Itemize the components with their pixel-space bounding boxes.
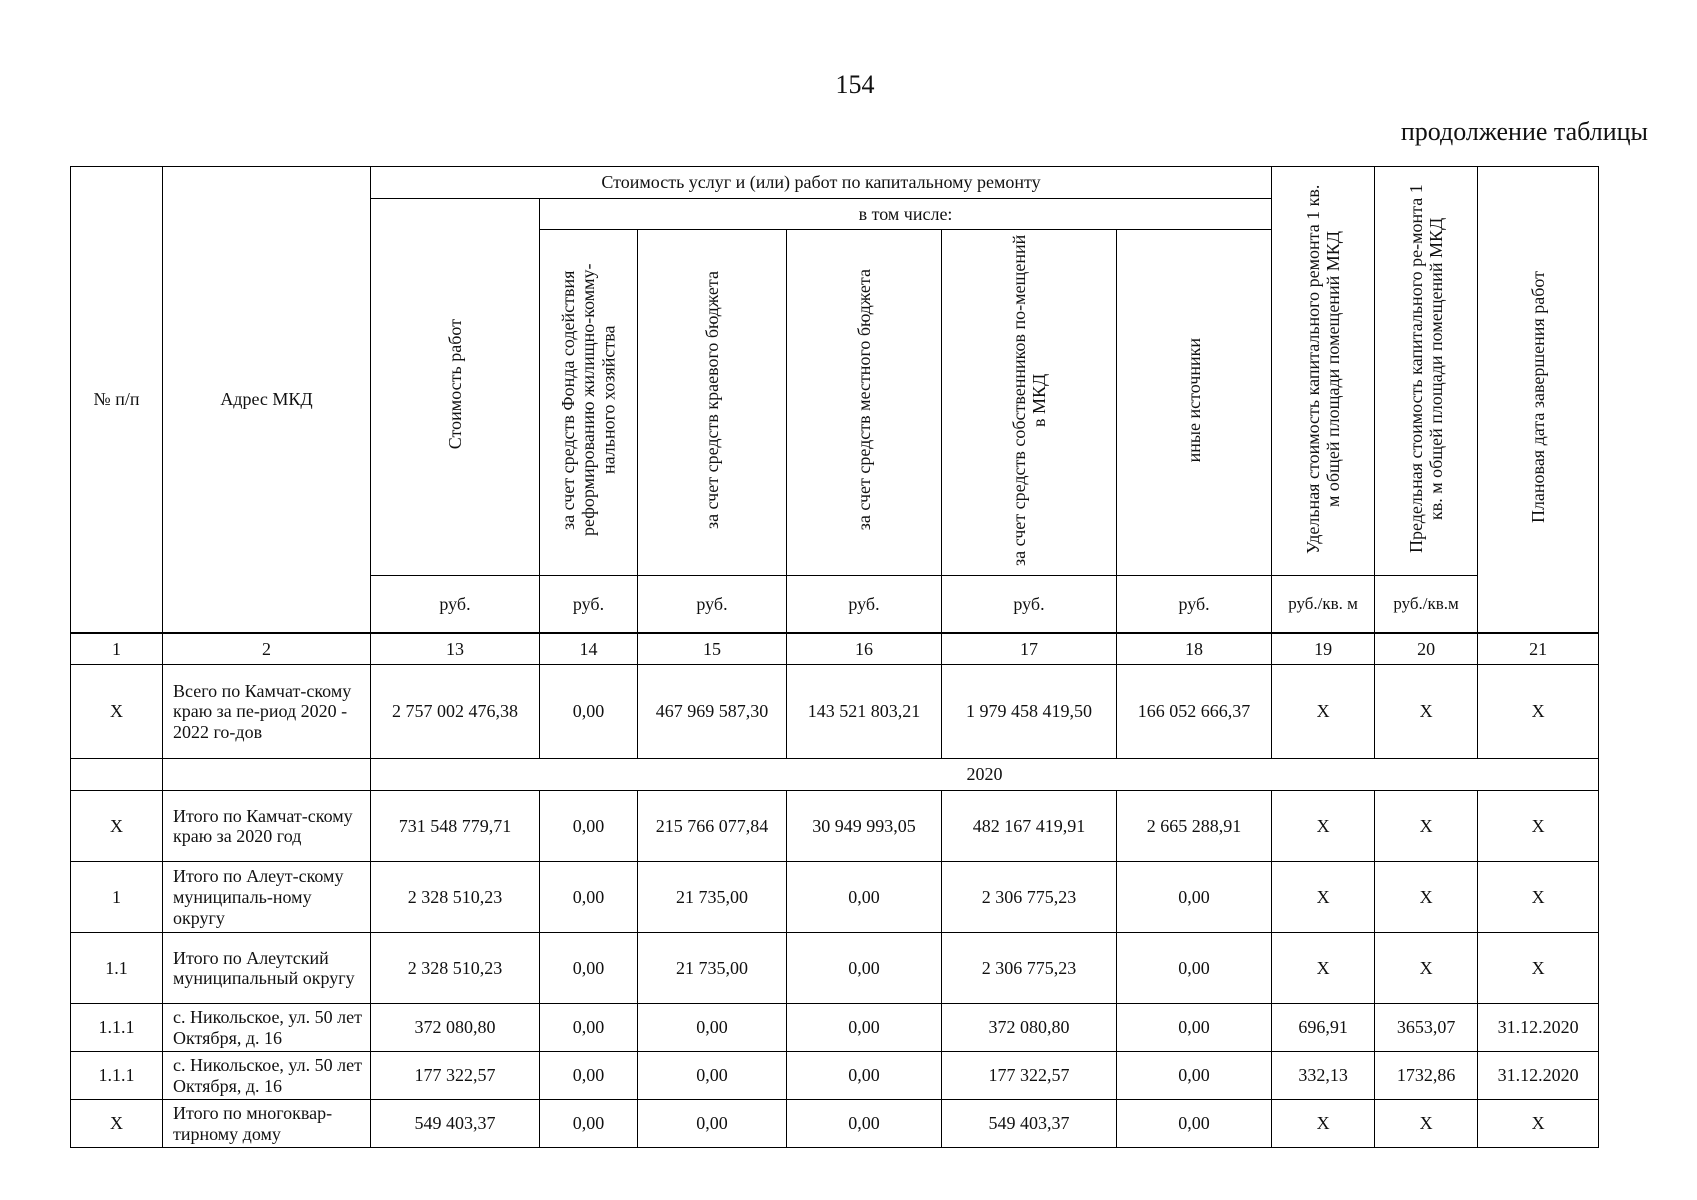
unit-owners: руб.: [942, 575, 1117, 633]
column-number: 14: [540, 633, 638, 665]
cell-date: Х: [1478, 1100, 1599, 1148]
unit-other: руб.: [1117, 575, 1272, 633]
cell-date: Х: [1478, 665, 1599, 759]
column-number: 15: [638, 633, 787, 665]
cell-local: 0,00: [787, 862, 942, 933]
cell-fund: 0,00: [540, 862, 638, 933]
cell-owners: 482 167 419,91: [942, 791, 1117, 862]
column-number: 20: [1375, 633, 1478, 665]
cell-date: Х: [1478, 862, 1599, 933]
column-number: 19: [1272, 633, 1375, 665]
table-row: [71, 933, 1599, 1004]
header-address: Адрес МКД: [163, 167, 371, 634]
cell-cost: 2 328 510,23: [371, 933, 540, 1004]
cell-unit-cost: Х: [1272, 1100, 1375, 1148]
table-row: [71, 1100, 1599, 1148]
cell-fund: 0,00: [540, 1100, 638, 1148]
cell-owners: 2 306 775,23: [942, 862, 1117, 933]
table-row: [71, 1004, 1599, 1052]
cell-regional: 0,00: [638, 1052, 787, 1100]
cell-unit-cost: Х: [1272, 665, 1375, 759]
cell-empty: [71, 759, 163, 791]
cell-date: 31.12.2020: [1478, 1004, 1599, 1052]
cell-num: Х: [71, 1100, 163, 1148]
cell-date: 31.12.2020: [1478, 1052, 1599, 1100]
page-number: 154: [835, 70, 875, 99]
cell-date: Х: [1478, 791, 1599, 862]
header-owners: за счет средств собственников по-мещений в МКД: [942, 230, 1117, 576]
column-number: 21: [1478, 633, 1599, 665]
cell-unit-cost: Х: [1272, 933, 1375, 1004]
year-row: [71, 759, 1599, 791]
cell-owners: 177 322,57: [942, 1052, 1117, 1100]
header-including: в том числе:: [540, 199, 1272, 230]
cell-limit-cost: Х: [1375, 862, 1478, 933]
column-number: 16: [787, 633, 942, 665]
column-number: 1: [71, 633, 163, 665]
cell-address: Итого по Алеутский муниципальный округу: [163, 933, 371, 1004]
cell-fund: 0,00: [540, 791, 638, 862]
cell-num: 1.1.1: [71, 1004, 163, 1052]
cell-local: 143 521 803,21: [787, 665, 942, 759]
table-row: [71, 665, 1599, 759]
unit-limit-cost: руб./кв.м: [1375, 575, 1478, 633]
cell-num: Х: [71, 665, 163, 759]
cell-address: с. Никольское, ул. 50 лет Октября, д. 16: [163, 1004, 371, 1052]
cell-other: 2 665 288,91: [1117, 791, 1272, 862]
cell-other: 0,00: [1117, 862, 1272, 933]
header-other: иные источники: [1117, 230, 1272, 576]
cell-address: Всего по Камчат-скому краю за пе-риод 2020 - 2022 го-дов: [163, 665, 371, 759]
continued-label: продолжение таблицы: [1400, 117, 1648, 146]
cell-owners: 549 403,37: [942, 1100, 1117, 1148]
cell-address: с. Никольское, ул. 50 лет Октября, д. 16: [163, 1052, 371, 1100]
cell-regional: 21 735,00: [638, 933, 787, 1004]
cell-owners: 2 306 775,23: [942, 933, 1117, 1004]
table-row: [71, 1052, 1599, 1100]
header-num: № п/п: [71, 167, 163, 634]
unit-regional: руб.: [638, 575, 787, 633]
cell-limit-cost: Х: [1375, 791, 1478, 862]
column-number-row: [71, 633, 1599, 665]
cell-other: 0,00: [1117, 933, 1272, 1004]
cell-fund: 0,00: [540, 665, 638, 759]
cell-other: 166 052 666,37: [1117, 665, 1272, 759]
cell-owners: 1 979 458 419,50: [942, 665, 1117, 759]
cell-owners: 372 080,80: [942, 1004, 1117, 1052]
unit-local: руб.: [787, 575, 942, 633]
cell-date: Х: [1478, 933, 1599, 1004]
cell-cost: 549 403,37: [371, 1100, 540, 1148]
capital-repair-table: [70, 166, 1599, 1148]
cell-limit-cost: Х: [1375, 933, 1478, 1004]
cell-cost: 2 757 002 476,38: [371, 665, 540, 759]
cell-fund: 0,00: [540, 933, 638, 1004]
cell-other: 0,00: [1117, 1004, 1272, 1052]
header-limit-cost: Предельная стоимость капитального ре-монта 1 кв. м общей площади помещений МКД: [1375, 167, 1478, 576]
table-row: [71, 791, 1599, 862]
header-unit-cost: Удельная стоимость капитального ремонта 1 кв. м общей площади помещений МКД: [1272, 167, 1375, 576]
cell-unit-cost: 332,13: [1272, 1052, 1375, 1100]
year-label: 2020: [371, 759, 1599, 791]
cell-other: 0,00: [1117, 1052, 1272, 1100]
column-number: 2: [163, 633, 371, 665]
cell-unit-cost: Х: [1272, 791, 1375, 862]
cell-local: 0,00: [787, 1100, 942, 1148]
cell-unit-cost: 696,91: [1272, 1004, 1375, 1052]
cell-other: 0,00: [1117, 1100, 1272, 1148]
header-cost-group: Стоимость услуг и (или) работ по капитальному ремонту: [371, 167, 1272, 199]
cell-fund: 0,00: [540, 1004, 638, 1052]
cell-address: Итого по многоквар-тирному дому: [163, 1100, 371, 1148]
column-number: 17: [942, 633, 1117, 665]
unit-unit-cost: руб./кв. м: [1272, 575, 1375, 633]
cell-num: 1.1: [71, 933, 163, 1004]
cell-address: Итого по Алеут-скому муниципаль-ному округу: [163, 862, 371, 933]
cell-local: 30 949 993,05: [787, 791, 942, 862]
cell-unit-cost: Х: [1272, 862, 1375, 933]
cell-cost: 372 080,80: [371, 1004, 540, 1052]
cell-fund: 0,00: [540, 1052, 638, 1100]
header-regional: за счет средств краевого бюджета: [638, 230, 787, 576]
cell-regional: 467 969 587,30: [638, 665, 787, 759]
cell-cost: 2 328 510,23: [371, 862, 540, 933]
cell-limit-cost: Х: [1375, 665, 1478, 759]
cell-cost: 731 548 779,71: [371, 791, 540, 862]
cell-limit-cost: 3653,07: [1375, 1004, 1478, 1052]
cell-empty: [163, 759, 371, 791]
column-number: 13: [371, 633, 540, 665]
cell-num: 1: [71, 862, 163, 933]
header-local: за счет средств местного бюджета: [787, 230, 942, 576]
cell-regional: 0,00: [638, 1100, 787, 1148]
cell-local: 0,00: [787, 933, 942, 1004]
cell-limit-cost: Х: [1375, 1100, 1478, 1148]
header-fund: за счет средств Фонда содействия реформированию жилищно-комму-нального хозяйства: [540, 230, 638, 576]
column-number: 18: [1117, 633, 1272, 665]
cell-num: 1.1.1: [71, 1052, 163, 1100]
cell-num: Х: [71, 791, 163, 862]
unit-cost-of-works: руб.: [371, 575, 540, 633]
header-cost-of-works: Стоимость работ: [371, 199, 540, 576]
cell-local: 0,00: [787, 1004, 942, 1052]
cell-local: 0,00: [787, 1052, 942, 1100]
cell-address: Итого по Камчат-скому краю за 2020 год: [163, 791, 371, 862]
unit-fund: руб.: [540, 575, 638, 633]
cell-regional: 0,00: [638, 1004, 787, 1052]
cell-regional: 21 735,00: [638, 862, 787, 933]
table-row: [71, 862, 1599, 933]
header-planned-date: Плановая дата завершения работ: [1478, 167, 1599, 634]
cell-limit-cost: 1732,86: [1375, 1052, 1478, 1100]
cell-regional: 215 766 077,84: [638, 791, 787, 862]
cell-cost: 177 322,57: [371, 1052, 540, 1100]
